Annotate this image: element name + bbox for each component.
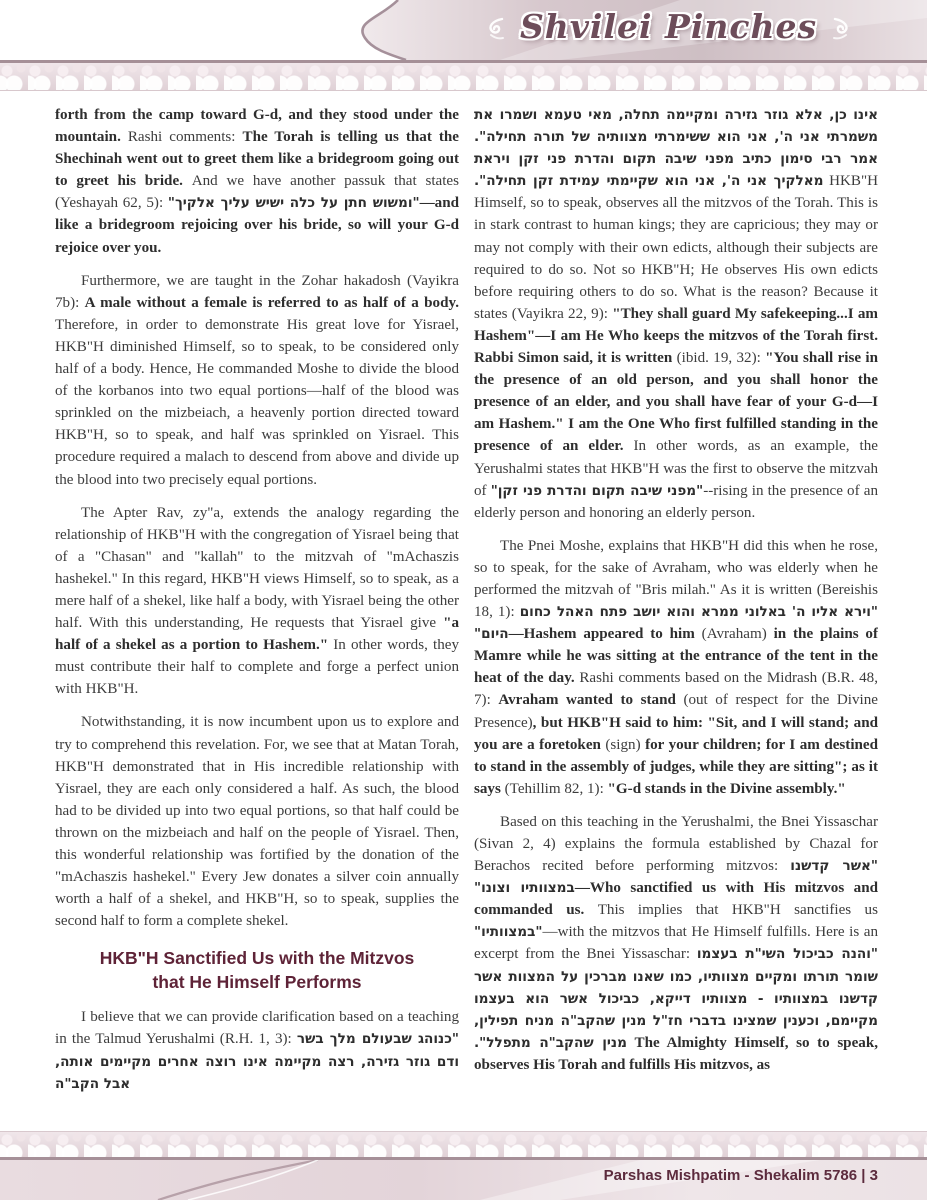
page-footer-text: Parshas Mishpatim - Shekalim 5786 | 3 [603,1167,878,1184]
header-band [0,0,927,60]
right-column [474,104,878,1131]
page-title [430,7,907,46]
title-ornament-right-icon [831,16,853,42]
paragraph: forth from the camp toward G-d, and they stood under the mountain. Rashi comments: The Torah is telling us that the Shechinah went out to greet them like a bridegroom going out to greet his bride. And we have another passuk that states (Yeshayah 62, 5): "ומשוש חתן על כלה ישיש עליך אלקיך"—and like a bridegroom rejoicing over his bride, so will your G-d rejoice over you. [55,107,459,256]
page-title-text: Shvilei Pinches [519,7,818,46]
paragraph: I believe that we can provide clarification based on a teaching in the Talmud Yerushalmi (R.H. 1, 3): "כנוהג שבעולם מלך בשר ודם גוזר גזירה, רצה מקיימה אינו רוצה אחרים מקיימים אותה, אבל הקב"ה [55,1009,459,1092]
paragraph: אינו כן, אלא גוזר גזירה ומקיימה תחלה, מאי טעמא ושמרו את משמרתי אני ה', אני הוא ששימרתי מצוותיה של תורה תחילה". אמר רבי סימון כתיב מפני שיבה תקום והדרת פני זקן ויראת מאלקיך אני ה', אני הוא שקיימתי עמידת זקן תחילה". HKB"H Himself, so to speak, observes all the mitzvos of the Torah. This is in stark contrast to human kings; they are capricious; they may or may not comply with their own edicts, although their subjects are required to do so. Not so HKB"H; He observes His own edicts before requiring others to do so. What is the reason? Because it states (Vayikra 22, 9): "They shall guard My safekeeping...I am Hashem"—I am He Who keeps the mitzvos of the Torah first. Rabbi Simon said, it is written (ibid. 19, 32): "You shall rise in the presence of an old person, and you shall honor the presence of an elder, and you shall have fear of your G-d—I am Hashem." I am the One Who first fulfilled standing in the presence of an elder. In other words, as an example, the Yerushalmi states that HKB"H was the first to observe the mitzvah of "מפני שיבה תקום והדרת פני זקן"--rising in the presence of an elderly person and honoring an elderly person. [474,107,878,521]
page-footer [0,1131,927,1200]
section-heading: HKB"H Sanctified Us with the Mitzvos that He Himself Performs [99,948,415,993]
paragraph: The Pnei Moshe, explains that HKB"H did this when he rose, so to speak, for the sake of Avraham, who was elderly when he performed the mitzvah of "Bris milah." As it is written (Bereishis 18, 1): "וירא אליו ה' באלוני ממרא והוא יושב פתח האהל כחום היום"—Hashem appeared to him (Avraham) in the plains of Mamre while he was sitting at the entrance of the tent in the heat of the day. Rashi comments based on the Midrash (B.R. 48, 7): Avraham wanted to stand (out of respect for the Divine Presence), but HKB"H said to him: "Sit, and I will stand; and you are a foretoken (sign) for your children; for I am destined to stand in the assembly of judges, while they are sitting"; as it says (Tehillim 82, 1): "G-d stands in the Divine assembly." [474,537,878,797]
page-content [0,91,927,1131]
ornamental-border-bottom [0,1131,927,1157]
left-column [55,104,459,1131]
page-header [0,0,927,91]
paragraph: Based on this teaching in the Yerushalmi, the Bnei Yissaschar (Sivan 2, 4) explains the formula established by Chazal for Berachos recited before performing mitzvos: "אשר קדשנו במצוותיו וצונו"—Who sanctified us with His mitzvos and commanded us. This implies that HKB"H sanctifies us "במצוותיו"—with the mitzvos that He Himself fulfills. Here is an excerpt from the Bnei Yissaschar: "והנה כביכול השי"ת בעצמו שומר תורתו ומקיים מצוותיו, כמו שאנו מברכין על המצוות אשר קדשנו במצוותיו - מצוותיו דייקא, כביכול אשר הוא בעצמו מקיימם, וכענין שמצינו בדברי חז"ל מנין שהקב"ה מניח תפילין, מנין שהקב"ה מתפלל". The Almighty Himself, so to speak, observes His Torah and fulfills His mitzvos, as [474,813,878,1073]
paragraph: The Apter Rav, zy"a, extends the analogy regarding the relationship of HKB"H with the congregation of Yisrael being that of a "Chasan" and "kallah" to the mitzvah of "mAchaszis hashekel." In this regard, HKB"H views Himself, so to speak, as a mere half of a shekel, like half a body, with Yisrael being the other half. With this understanding, He requests that Yisrael give "a half of a shekel as a portion to Hashem." In other words, they must contribute their half to complete and forge a perfect union with HKB"H. [55,504,459,698]
paragraph: Furthermore, we are taught in the Zohar hakadosh (Vayikra 7b): A male without a female is referred to as half of a body. Therefore, in order to demonstrate His great love for Yisrael, HKB"H diminished Himself, so to speak, to be considered only half of a body. Hence, He commanded Moshe to divide the blood of the korbanos into two equal portions—half of the blood was sprinkled on the mizbeiach, a heavenly portion directed toward HKB"H, so to speak, and half was sprinkled on Yisrael. This procedure required a malach to descend from above and divide up the blood into two precisely equal portions. [55,272,459,488]
footer-band [0,1160,927,1200]
title-ornament-left-icon [484,16,506,42]
paragraph: Notwithstanding, it is now incumbent upon us to explore and try to comprehend this revelation. For, we see that at Matan Torah, HKB"H demonstrated that in His incredible relationship with Yisrael, they are each only considered a half. As such, the blood had to be divided up into two equal portions, so that half could be thrown on the mizbeiach and half on the people of Yisrael. Then, this wonderful relationship was fortified by the donation of the "mAchaszis hashekel." Every Jew donates a silver coin annually worth a half of a shekel, and HKB"H, so to speak, supplies the second half to form a complete shekel. [55,714,459,930]
ornamental-border-top [0,63,927,91]
